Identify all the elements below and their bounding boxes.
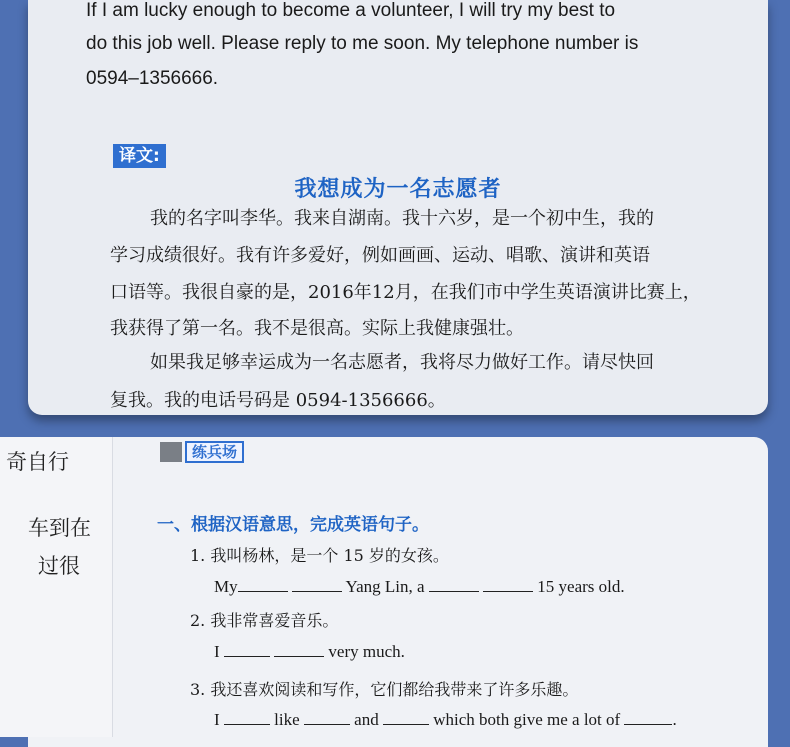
blank[interactable] [224,642,270,657]
q3-part-4: which both give me a lot of [433,710,621,729]
question-1-english [214,577,625,597]
english-line-1: If I am lucky enough to become a volunteer, I will try my best to [86,0,616,21]
chinese-line-5: 如果我足够幸运成为一名志愿者，我将尽力做好工作。请尽快回 [150,352,654,373]
blank[interactable] [274,642,324,657]
chinese-line-3: 口语等。我很自豪的是，2016年12月，在我们市中学生英语演讲比赛上， [110,282,701,303]
practice-badge [160,441,244,463]
question-3-english [214,710,677,730]
blank[interactable] [624,710,672,725]
blank[interactable] [292,577,342,592]
q1-part-1: My [214,577,238,596]
exercise-section-heading: 一、根据汉语意思，完成英语句子。 [157,515,429,535]
blank[interactable] [429,577,479,592]
page-spine-edge [0,437,113,737]
article-title: 我想成为一名志愿者 [294,177,502,202]
spine-text-1: 奇自行 [6,450,69,474]
chinese-line-4: 我获得了第一名。我不是很高。实际上我健康强壮。 [110,318,524,339]
q3-part-5: . [672,710,677,729]
chinese-line-1: 我的名字叫李华。我来自湖南。我十六岁，是一个初中生，我的 [150,208,654,229]
question-2-chinese: 2. 我非常喜爱音乐。 [190,611,339,630]
q3-part-2: like [274,710,300,729]
q1-part-3: 15 years old. [537,577,625,596]
blank[interactable] [304,710,350,725]
chinese-line-2: 学习成绩很好。我有许多爱好，例如画画、运动、唱歌、演讲和英语 [110,245,650,266]
q2-part-1: I [214,642,220,661]
question-2-english [214,642,405,662]
chinese-line-6: 复我。我的电话号码是 0594-1356666。 [110,390,446,411]
blank[interactable] [383,710,429,725]
q3-part-1: I [214,710,220,729]
translation-tag: 译文: [113,144,166,168]
question-1-chinese: 1. 我叫杨林，是一个 15 岁的女孩。 [190,546,449,565]
english-line-3: 0594–1356666. [86,68,219,89]
spine-text-2: 车到在 [28,516,91,540]
question-3-chinese: 3. 我还喜欢阅读和写作，它们都给我带来了许多乐趣。 [190,680,579,699]
blank[interactable] [224,710,270,725]
blank[interactable] [238,577,288,592]
badge-square-icon [160,442,182,462]
spine-text-3: 过很 [38,554,80,578]
q3-part-3: and [354,710,379,729]
practice-badge-label: 练兵场 [185,441,244,463]
q2-part-2: very much. [328,642,405,661]
english-line-2: do this job well. Please reply to me soon. My telephone number is [86,33,639,54]
blank[interactable] [483,577,533,592]
q1-part-2: Yang Lin, a [345,577,425,596]
